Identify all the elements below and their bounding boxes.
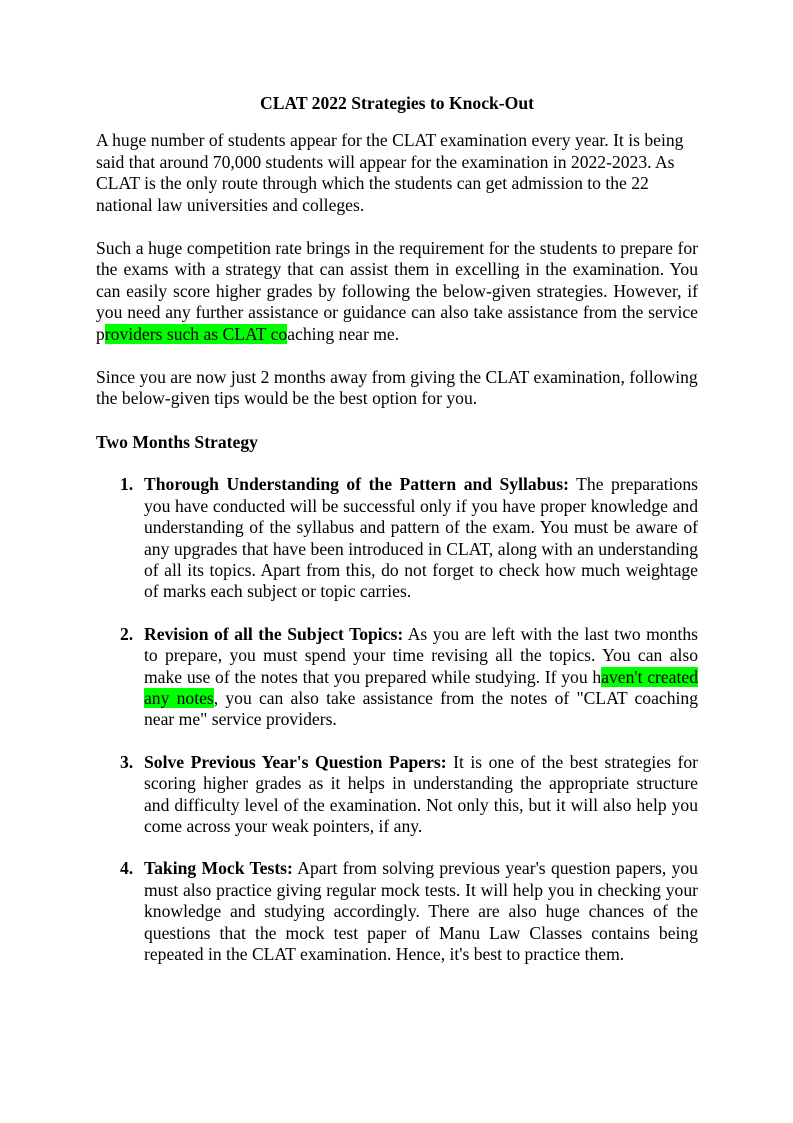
timeline-paragraph: Since you are now just 2 months away from giving the CLAT examination, following the below-given tips would be the best option for you. [96,367,698,409]
highlighted-text: aven't created any notes [144,666,698,708]
item-text: It is one of the best strategies for scoring higher grades as it helps in understanding the appropriate structure and difficulty level of the examination. Not only this, but it will also help you come across your weak pointers, if any. [144,751,698,836]
item-text: Apart from solving previous year's question papers, you must also practice giving regular mock tests. It will help you in checking your knowledge and studying accordingly. There are also huge chances of the questions that the mock test paper of Manu Law Classes contains being repeated in the CLAT examination. Hence, it's best to practice them. [144,858,698,964]
list-item [96,474,698,602]
item-text: The preparations you have conducted will be successful only if you have proper knowledge and understanding of the syllabus and pattern of the exam. You must be aware of any upgrades that have been introduced in CLAT, along with an understanding of all its topics. Apart from this, do not forget to check how much weightage of marks each subject or topic carries. [144,474,698,602]
competition-text-end: aching near me. [287,323,400,344]
document-title: CLAT 2022 Strategies to Knock-Out [260,93,534,113]
item-text-end: , you can also take assistance from the notes of "CLAT coaching near me" service providers. [144,687,698,730]
list-item [96,624,698,731]
item-text: As you are left with the last two months to prepare, you must spend your time revising all the topics. You can also make use of the notes that you prepared while studying. If you h [144,623,698,687]
item-lead: Thorough Understanding of the Pattern and Syllabus: [144,474,569,495]
section-heading: Two Months Strategy [96,431,258,452]
item-number: 1. [120,474,134,495]
competition-text: Such a huge competition rate brings in the requirement for the students to prepare for the exams with a strategy that can assist them in excelling in the examination. You can easily score higher grades by following the below-given strategies. However, if you need any further assistance or guidance can also take assistance from the service p [96,238,698,344]
item-number: 2. [120,623,134,644]
list-item [96,752,698,838]
intro-paragraph: A huge number of students appear for the CLAT examination every year. It is being said that around 70,000 students will appear for the examination in 2022-2023. As CLAT is the only route through which the students can get admission to the 22 national law universities and colleges. [96,130,684,215]
list-item [96,858,698,965]
item-lead: Revision of all the Subject Topics: [144,623,404,644]
item-lead: Taking Mock Tests: [144,858,293,879]
document-page [96,93,698,986]
highlighted-text: roviders such as CLAT co [104,323,288,344]
item-lead: Solve Previous Year's Question Papers: [144,751,447,772]
strategy-list [96,474,698,965]
competition-paragraph [96,238,698,345]
item-number: 4. [120,858,134,879]
item-number: 3. [120,751,134,772]
